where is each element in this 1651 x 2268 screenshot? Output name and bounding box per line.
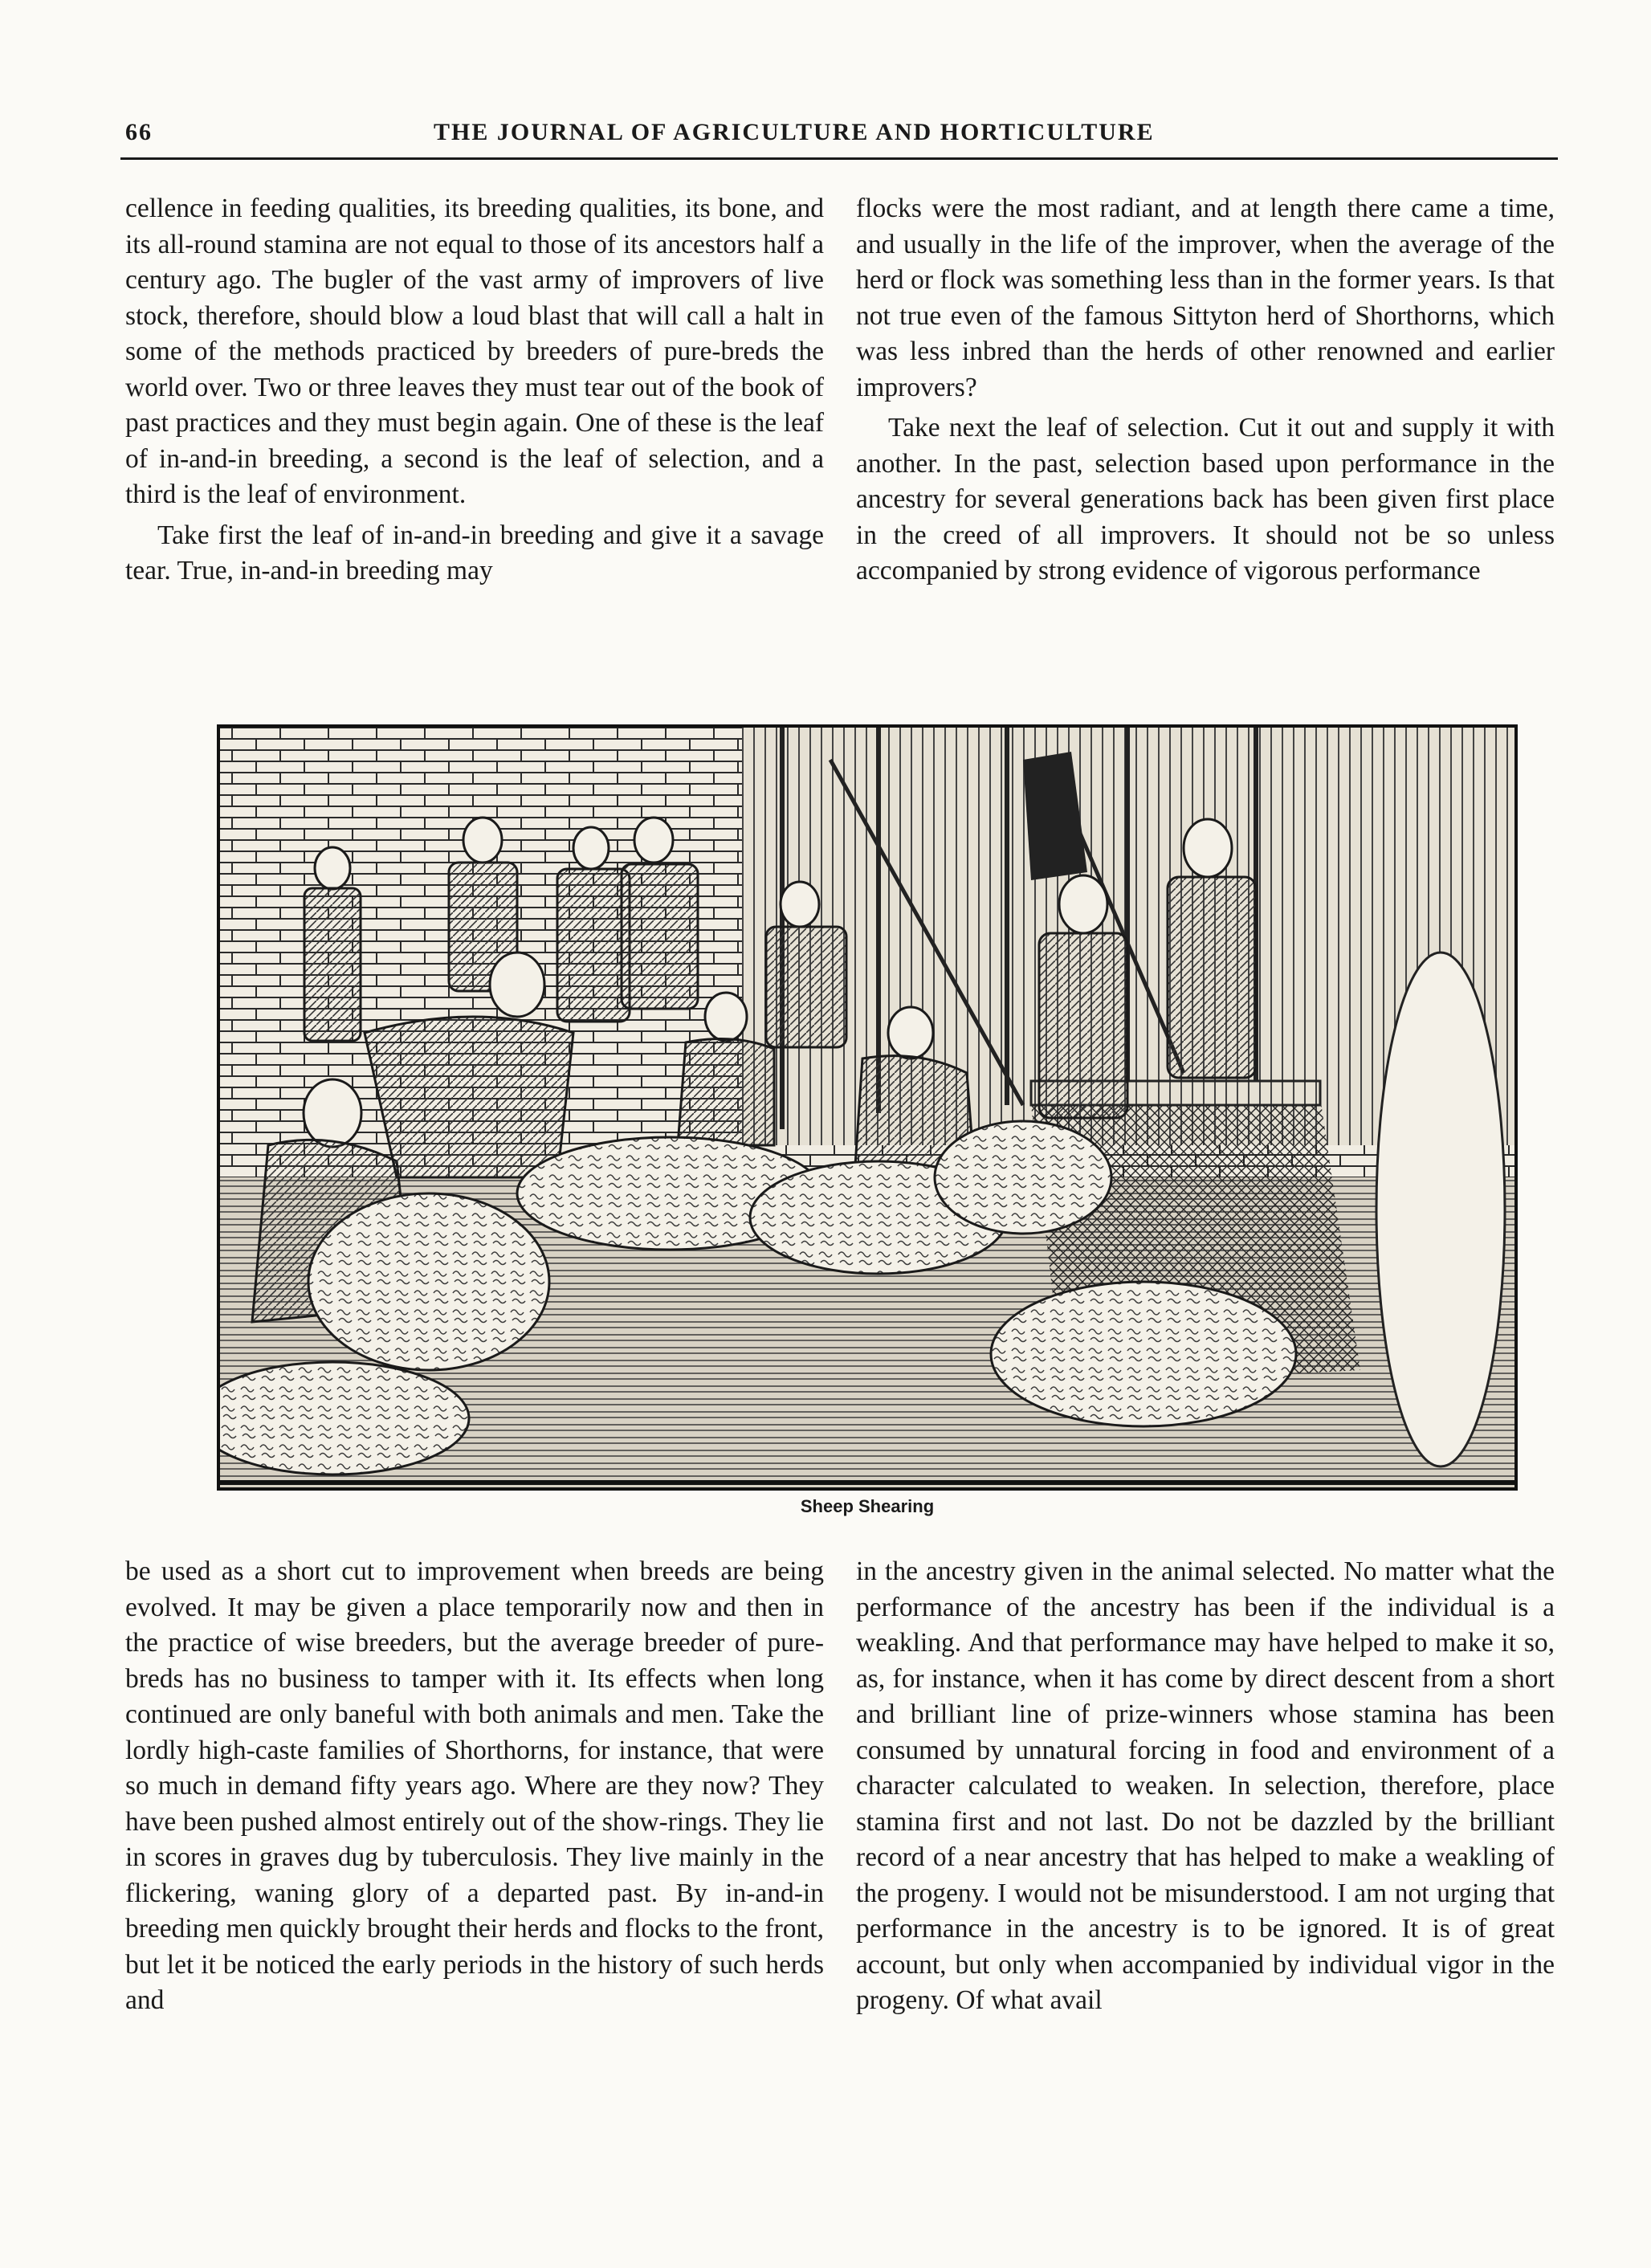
paragraph: in the ancestry given in the animal selected. No matter what the performance of the ancestry has been if the individual is a weakling. And that performance may have helped to make it so, as, for instance, when it has come by direct descent from a short and brilliant line of prize-winners whose stamina has been consumed by unnatural forcing in food and environment of a character calculated to weaken. In selection, therefore, place stamina first and not last. Do not be dazzled by the brilliant record of a near ancestry that has helped to make a weakling of the progeny. I would not be misunderstood. I am not urging that performance in the ancestry is to be ignored. It is of great account, but only when accompanied by individual vigor in the progeny. Of what avail — [856, 1556, 1555, 2015]
paragraph: Take next the leaf of selection. Cut it out and supply it with another. In the past, selection based upon performance in the ancestry for several generations back has been given first place in the creed of all improvers. It should not be so unless accompanied by strong evidence of vigorous performance — [856, 413, 1555, 585]
column-top-left — [125, 191, 824, 589]
paragraph: cellence in feeding qualities, its breeding qualities, its bone, and its all-round stamina are not equal to those of its ancestors half a century ago. The bugler of the vast army of improvers of live stock, therefore, should blow a loud blast that will call a halt in some of the methods practiced by breeders of pure-breds the world over. Two or three leaves they must tear out of the book of past practices and they must begin again. One of these is the leaf of in-and-in breeding, a second is the leaf of selection, and a third is the leaf of environment. — [125, 194, 824, 509]
paragraph: Take first the leaf of in-and-in breeding and give it a savage tear. True, in-and-in breeding may — [125, 520, 824, 585]
header-rule — [120, 157, 1558, 160]
running-head — [120, 111, 1558, 153]
column-top-right — [856, 191, 1555, 589]
paragraph: be used as a short cut to improvement when breeds are being evolved. It may be given a place temporarily now and then in the practice of wise breeders, but the average breeder of pure-breds has no business to tamper with it. Its effects when long continued are only baneful with both animals and men. Take the lordly high-caste families of Shorthorns, for instance, that were so much in demand fifty years ago. Where are they now? They have been pushed almost entirely out of the show-rings. They lie in scores in graves dug by tuberculosis. They live mainly in the flickering, waning glory of a departed past. By in-and-in breeding men quickly brought their herds and flocks to the front, but let it be noticed the early periods in the history of such herds and — [125, 1556, 824, 2015]
column-bottom-right — [856, 1554, 1555, 2019]
paragraph: flocks were the most radiant, and at length there came a time, and usually in the life of the improver, when the average of the herd or flock was something less than in the former years. Is that not true even of the famous Sittyton herd of Shorthorns, which was less inbred than the herds of other renowned and earlier improvers? — [856, 194, 1555, 402]
column-bottom-left — [125, 1554, 824, 2019]
journal-title: THE JOURNAL OF AGRICULTURE AND HORTICULTURE — [434, 119, 1155, 145]
page-number: 66 — [125, 119, 153, 145]
figure-caption: Sheep Shearing — [800, 1496, 935, 1516]
sheep-shearing-illustration — [217, 724, 1518, 1491]
